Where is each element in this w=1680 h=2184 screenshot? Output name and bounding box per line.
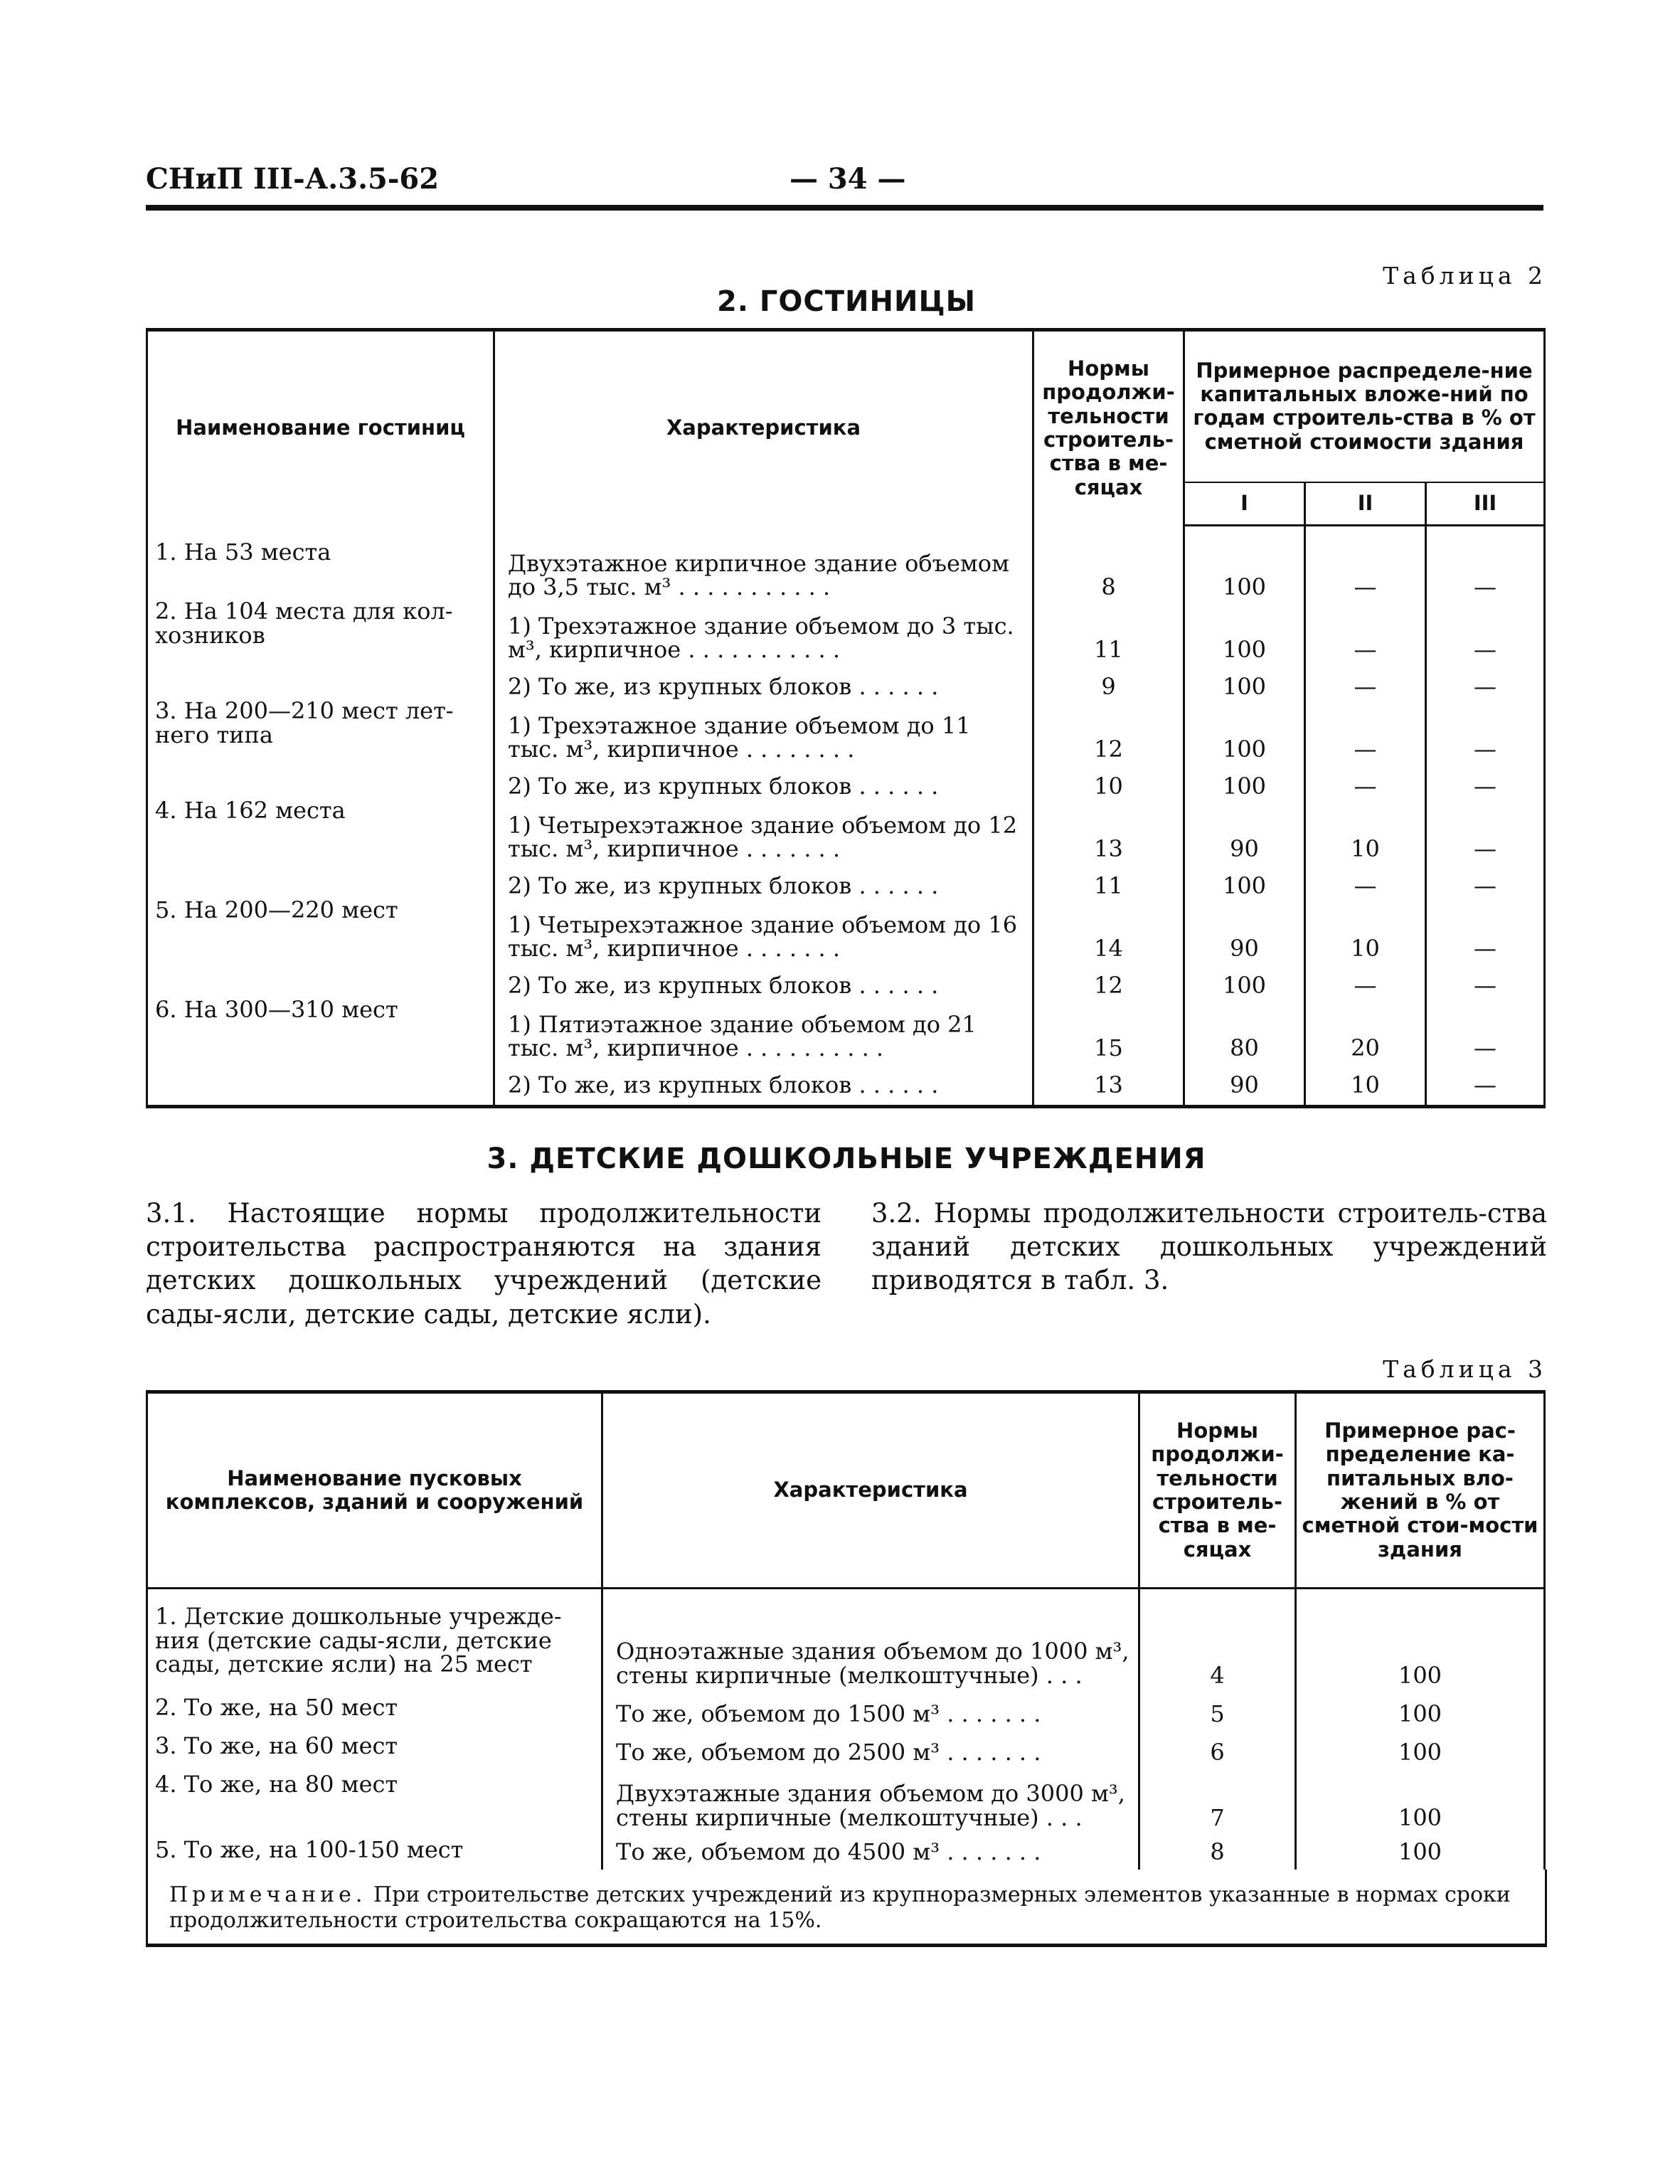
running-header [146, 162, 1547, 205]
table-row: 2) То же, из крупных блоков . . . . . . 11 100 — — [147, 862, 1545, 898]
table-row: 1. Детские дошкольные учрежде-ния (детские сады-ясли, детские сады, детские ясли) на 25 мест Одноэтажные здания объемом до 1000 м³, стены кирпичные (мелкоштучные) . . . 4 100 [147, 1588, 1545, 1687]
col-header-characteristic: Характеристика [494, 330, 1033, 526]
hotels-table [146, 328, 1546, 1108]
col-header-duration: Нормы продолжи-тельности строитель-ства в ме-сяцах [1033, 330, 1184, 526]
table-row: 6. На 300—310 мест 1) Пятиэтажное здание объемом до 21 тыс. м³, кирпичное . . . . . . . . . . 15 80 20 — [147, 998, 1545, 1061]
section3-title: 3. ДЕТСКИЕ ДОШКОЛЬНЫЕ УЧРЕЖДЕНИЯ [487, 1142, 1206, 1175]
table-row: 3. На 200—210 мест лет-него типа 1) Трехэтажное здание объемом до 11 тыс. м³, кирпичное . . . . . . . . 12 100 — — [147, 699, 1545, 762]
col-header-year-2: II [1305, 482, 1426, 526]
col-header-name: Наименование пусковых комплексов, зданий и сооружений [147, 1391, 602, 1588]
table-row: 2. То же, на 50 мест То же, объемом до 1500 м³ . . . . . . . 5 100 [147, 1687, 1545, 1726]
table3-note [146, 1870, 1547, 1947]
table-row: 2) То же, из крупных блоков . . . . . . 12 100 — — [147, 961, 1545, 998]
table2-title: 2. ГОСТИНИЦЫ [716, 285, 977, 318]
kindergarten-table [146, 1390, 1546, 1870]
table-row: 5. На 200—220 мест 1) Четырехэтажное здание объемом до 16 тыс. м³, кирпичное . . . . . . . 14 90 10 — [147, 898, 1545, 961]
table3-label: Таблица 3 [1383, 1355, 1547, 1383]
col-header-year-1: I [1184, 482, 1305, 526]
page-number: — 34 — [790, 162, 906, 196]
paragraph-3-1: 3.1. Настоящие нормы продолжительности строительства распространяются на здания детских дошкольных учреждений (детские сады-ясли, детские сады, детские ясли). [146, 1197, 822, 1330]
table-row: 5. То же, на 100-150 мест То же, объемом до 4500 м³ . . . . . . . 8 100 [147, 1830, 1545, 1870]
table-row: 4. То же, на 80 мест Двухэтажные здания объемом до 3000 м³, стены кирпичные (мелкоштучные) . . . 7 100 [147, 1764, 1545, 1830]
table-row: 4. На 162 места 1) Четырехэтажное здание объемом до 12 тыс. м³, кирпичное . . . . . . . 13 90 10 — [147, 799, 1545, 862]
col-header-distribution: Примерное распределе-ние капитальных вложе-ний по годам строитель-ства в % от сметной стоимости здания [1184, 330, 1545, 482]
col-header-duration: Нормы продолжи-тельности строитель-ства в ме-сяцах [1139, 1391, 1296, 1588]
col-header-distribution: Примерное рас-пределение ка-питальных вло-жений в % от сметной стои-мости здания [1296, 1391, 1545, 1588]
note-text: При строительстве детских учреждений из крупноразмерных элементов указанные в нормах сроки продолжительности строительства сокращаются на 15%. [169, 1882, 1511, 1934]
col-header-name: Наименование гостиниц [147, 330, 494, 526]
table-row: 2) То же, из крупных блоков . . . . . . 10 100 — — [147, 762, 1545, 799]
document-code: СНиП III-А.3.5-62 [146, 162, 440, 196]
note-label: Примечание. [169, 1882, 367, 1908]
table-row: 2) То же, из крупных блоков . . . . . . 9 100 — — [147, 662, 1545, 699]
paragraph-3-2: 3.2. Нормы продолжительности строитель-ства зданий детских дошкольных учреждений приводятся в табл. 3. [871, 1197, 1547, 1296]
document-page [146, 162, 1547, 1947]
table-row: 2) То же, из крупных блоков . . . . . . 13 90 10 — [147, 1061, 1545, 1106]
section3-text [146, 1197, 1547, 1331]
col-header-characteristic: Характеристика [602, 1391, 1139, 1588]
table-row: 2. На 104 места для кол-хозников 1) Трехэтажное здание объемом до 3 тыс. м³, кирпичное . . . . . . . . . . . 11 100 — — [147, 600, 1545, 662]
header-rule [146, 205, 1543, 211]
table2-label: Таблица 2 [1383, 262, 1547, 290]
col-header-year-3: III [1426, 482, 1545, 526]
table-row: 1. На 53 места Двухэтажное кирпичное здание объемом до 3,5 тыс. м³ . . . . . . . . . . . 8 100 — — [147, 525, 1545, 600]
table-row: 3. То же, на 60 мест То же, объемом до 2500 м³ . . . . . . . 6 100 [147, 1726, 1545, 1764]
